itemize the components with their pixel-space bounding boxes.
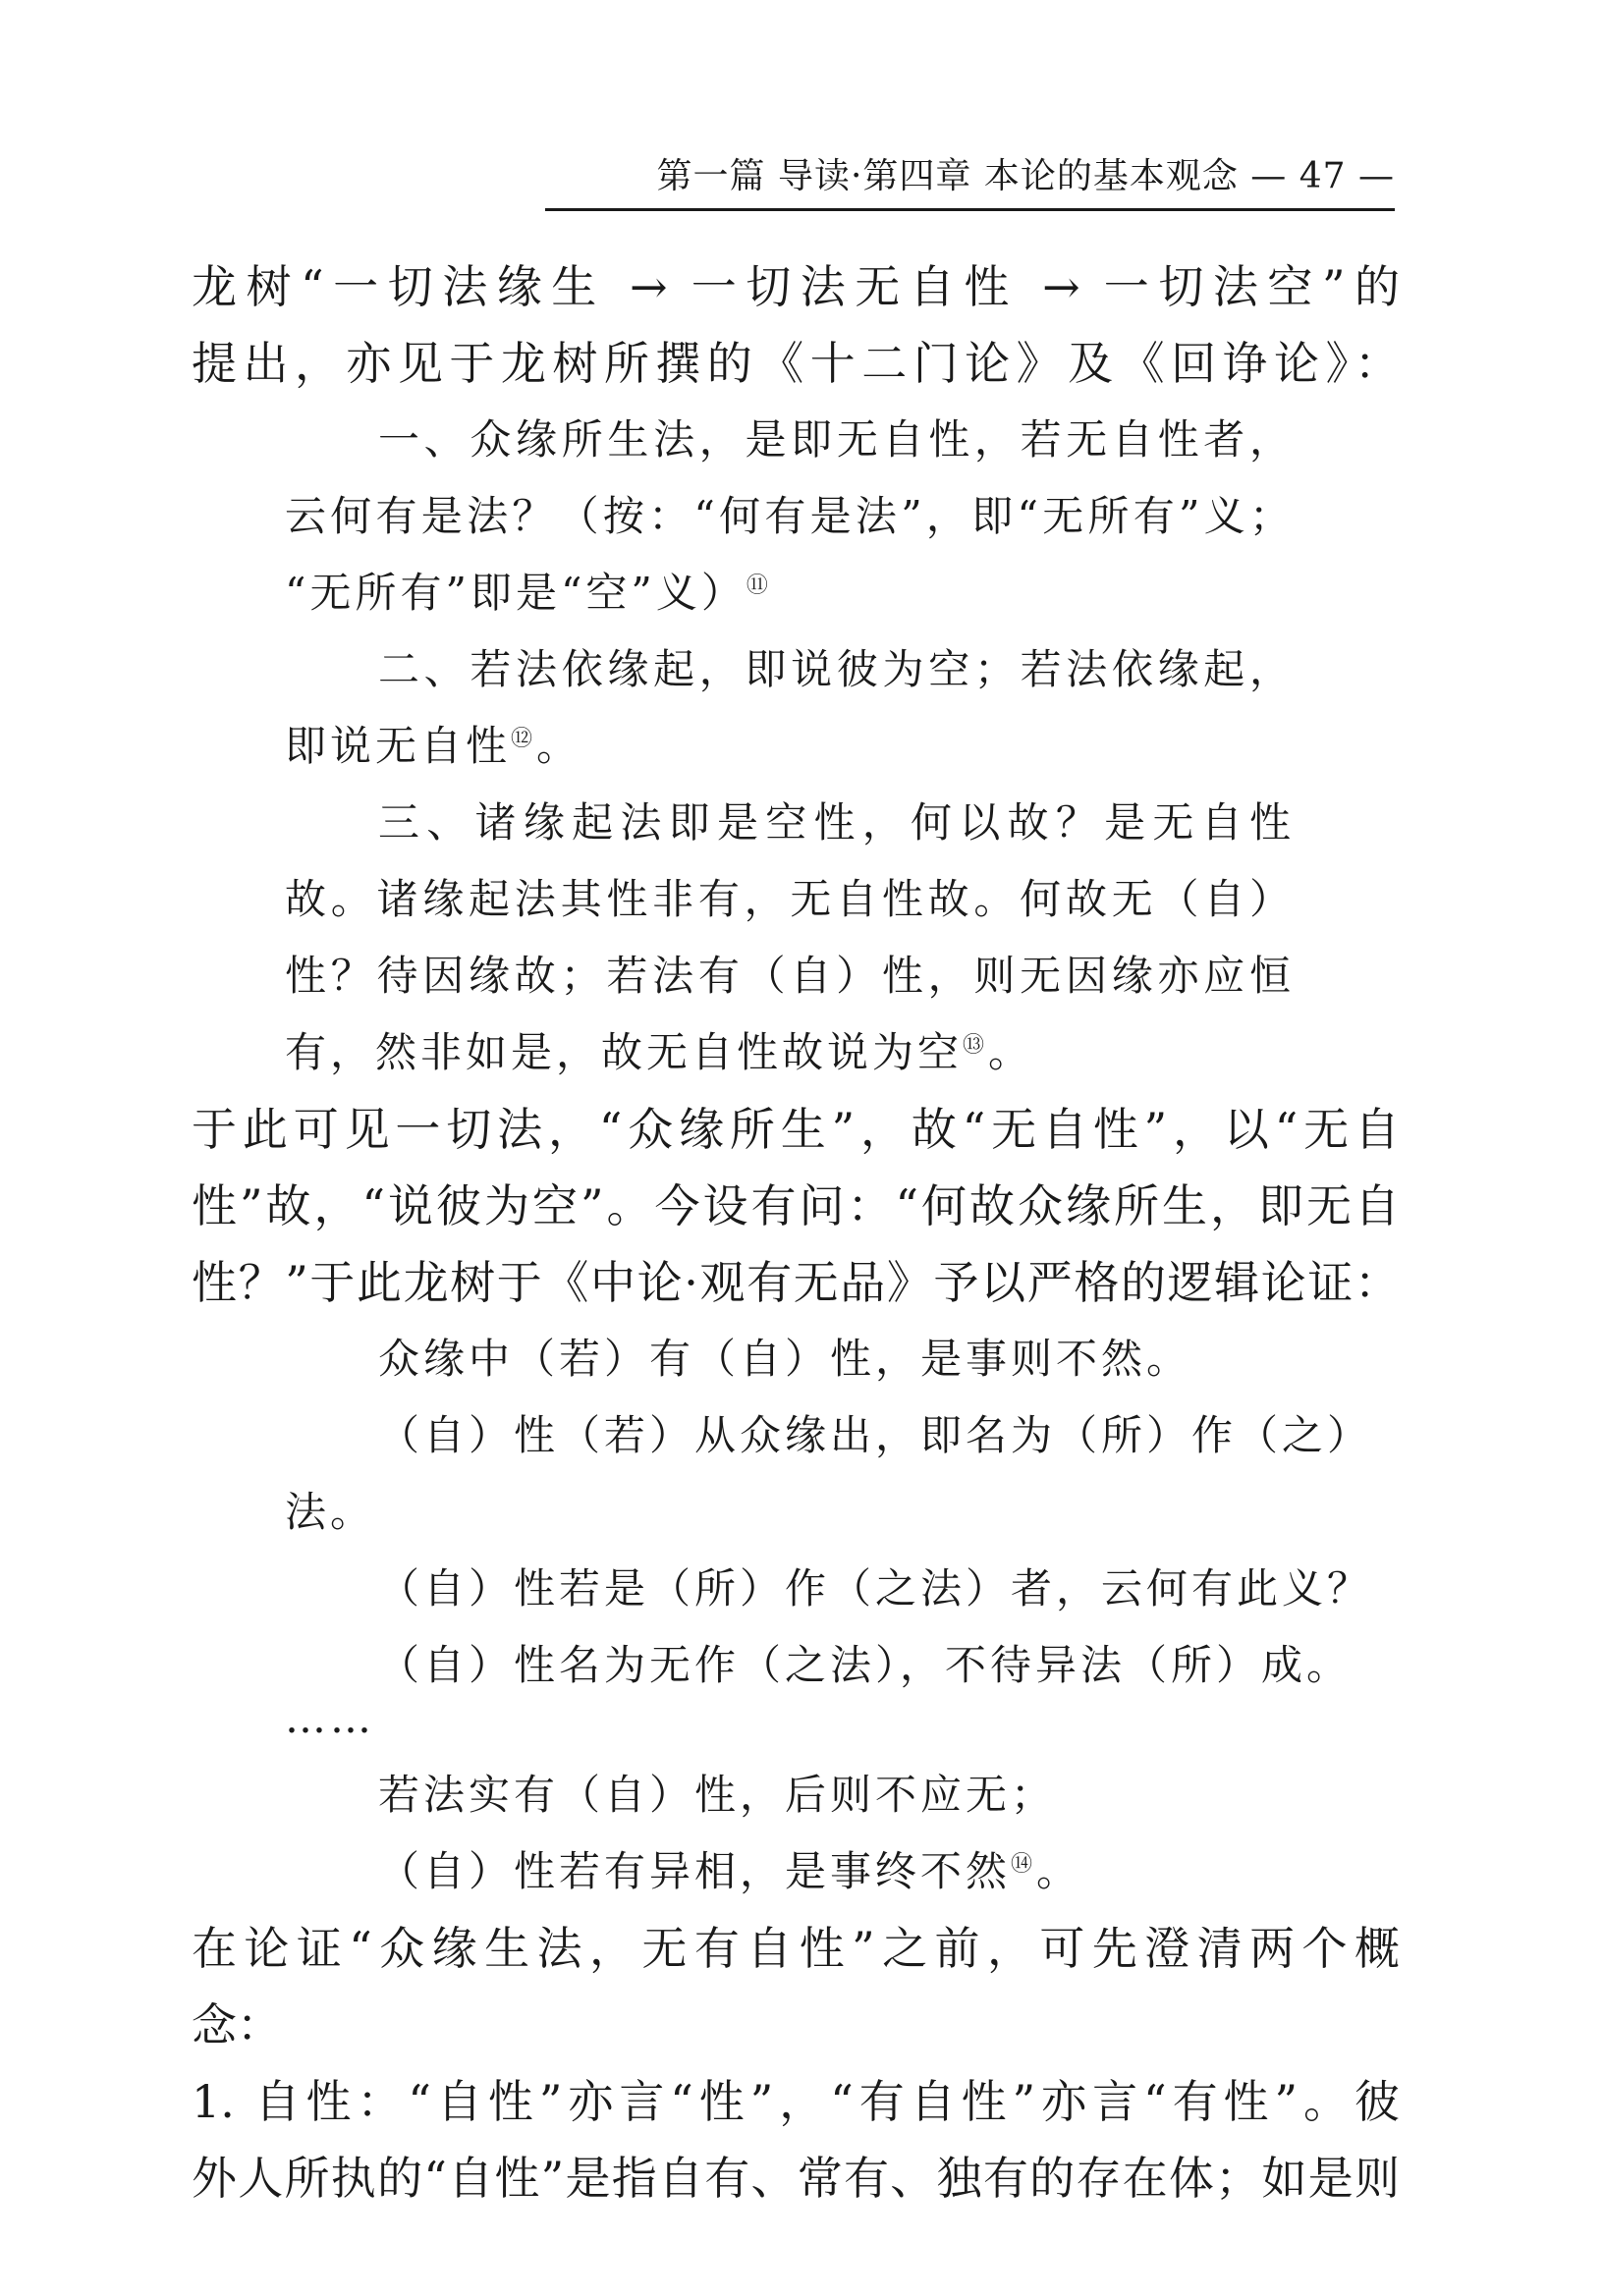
quote-line-4: 二、若法依缘起，即说彼为空；若法依缘起，	[378, 645, 1295, 693]
verse-line-7-period: 。	[1036, 1847, 1082, 1895]
running-header: 第一篇 导读·第四章 本论的基本观念 — 47 —	[656, 156, 1395, 196]
header-rule	[545, 208, 1395, 211]
verse-line-6: 若法实有（自）性，后则不应无；	[378, 1771, 1057, 1819]
quote-line-2: 云何有是法？（按：“何有是法”，即“无所有”义；	[285, 492, 1295, 540]
body-line-2: 提出，亦见于龙树所撰的《十二门论》及《回诤论》：	[192, 337, 1400, 390]
body-line-3: 于此可见一切法，“众缘所生”，故“无自性”，以“无自	[192, 1103, 1400, 1156]
quote-line-6: 三、诸缘起法即是空性，何以故？是无自性	[378, 798, 1295, 847]
quote-line-7: 故。诸缘起法其性非有，无自性故。何故无（自）	[285, 875, 1295, 923]
footnote-ref-12: ⑫	[511, 727, 537, 751]
quote-line-9-text: 有，然非如是，故无自性故说为空	[285, 1028, 964, 1076]
verse-line-7-text: （自）性若有异相，是事终不然	[378, 1847, 1012, 1895]
body-line-4: 性”故，“说彼为空”。今设有问：“何故众缘所生，即无自	[192, 1179, 1400, 1232]
body-line-8: 1. 自性：“自性”亦言“性”，“有自性”亦言“有性”。彼	[192, 2075, 1400, 2128]
body-line-9: 外人所执的“自性”是指自有、常有、独有的存在体；如是则	[192, 2152, 1400, 2205]
footnote-ref-13: ⑬	[963, 1033, 989, 1058]
quote-line-5	[285, 717, 1493, 776]
footnote-ref-14: ⑭	[1011, 1852, 1037, 1877]
quote-line-1: 一、众缘所生法，是即无自性，若无自性者，	[378, 415, 1295, 464]
quote-line-3-text: “无所有”即是“空”义）	[285, 569, 746, 617]
quote-line-8: 性？待因缘故；若法有（自）性，则无因缘亦应恒	[285, 952, 1295, 1000]
body-line-7: 念：	[192, 1998, 282, 2051]
quote-line-9	[285, 1023, 1493, 1082]
quote-line-5-text: 即说无自性	[285, 722, 512, 770]
body-line-5: 性？”于此龙树于《中论·观有无品》予以严格的逻辑论证：	[192, 1256, 1400, 1309]
verse-line-7	[378, 1842, 1586, 1901]
footnote-ref-11: ⑪	[746, 574, 772, 598]
body-line-1: 龙树“一切法缘生 → 一切法无自性 → 一切法空”的	[192, 260, 1400, 313]
verse-line-5: （自）性名为无作（之法），不待异法（所）成。	[378, 1641, 1353, 1689]
verse-line-3: 法。	[285, 1488, 376, 1536]
quote-line-5-period: 。	[536, 722, 582, 770]
ellipsis: ……	[285, 1694, 375, 1742]
body-line-6: 在论证“众缘生法，无有自性”之前，可先澄清两个概	[192, 1922, 1400, 1975]
verse-line-1: 众缘中（若）有（自）性，是事则不然。	[378, 1335, 1192, 1383]
verse-line-2: （自）性（若）从众缘出，即名为（所）作（之）	[378, 1411, 1373, 1459]
quote-line-3	[285, 564, 1493, 623]
verse-line-4: （自）性若是（所）作（之法）者，云何有此义？	[378, 1564, 1373, 1613]
quote-line-9-period: 。	[988, 1028, 1034, 1076]
